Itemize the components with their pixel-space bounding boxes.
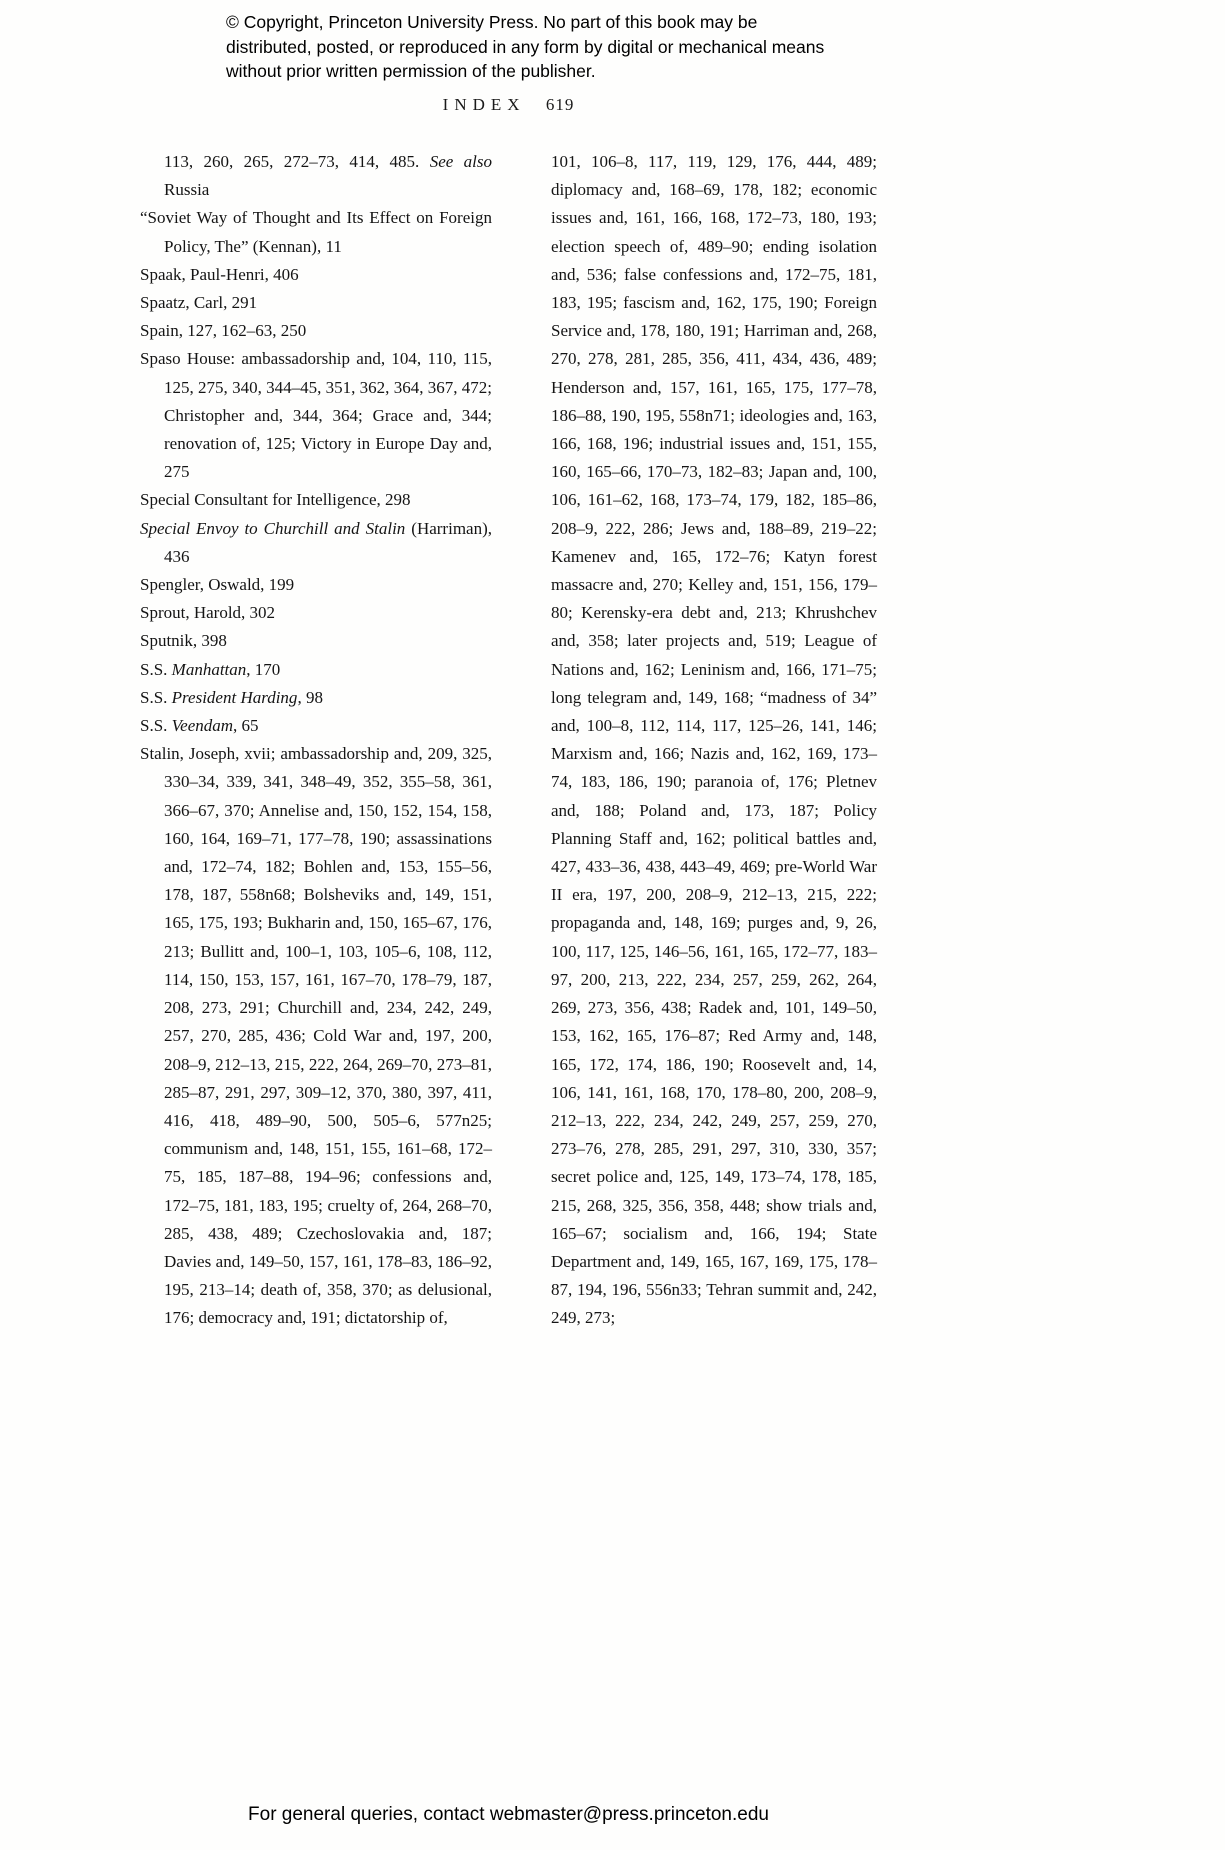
index-columns [140,148,877,1333]
index-entry [140,345,492,486]
entry-segment: , 65 [233,716,259,736]
contact-email-link[interactable]: webmaster@press.princeton.edu [489,1804,769,1825]
entry-segment: Sputnik, 398 [140,631,227,651]
entry-segment: S.S. [140,716,172,736]
entry-segment: Spain, 127, 162–63, 250 [140,321,307,341]
entry-segment: Spaak, Paul-Henri, 406 [140,264,299,284]
index-entry [140,627,492,655]
entry-segment: , 98 [297,687,323,707]
entry-segment: (Harriman), 436 [164,518,492,566]
index-entry [140,317,492,345]
index-entry [140,740,492,1332]
entry-segment: Spengler, Oswald, 199 [140,575,295,595]
index-column-right [551,148,877,1333]
page-number: 619 [545,95,575,114]
footer [140,1804,877,1826]
index-entry [551,148,877,1333]
index-column-left [140,148,492,1333]
index-heading: INDEX [442,95,526,114]
copyright-notice: © Copyright, Princeton University Press. No part of this book may be distributed, posted, or reproduced in any form by digital or mechanical means without prior written permission of the publisher. [226,12,825,81]
index-entry [140,599,492,627]
entry-segment: S.S. [140,687,172,707]
entry-segment: , 170 [246,659,281,679]
entry-segment: Special Envoy to Churchill and Stalin [140,518,406,538]
entry-segment: Sprout, Harold, 302 [140,603,276,623]
index-entry [140,289,492,317]
entry-segment: President Harding [171,687,298,707]
index-entry [140,656,492,684]
index-entry [140,148,492,204]
entry-segment: 113, 260, 265, 272–73, 414, 485. [164,152,430,171]
index-entry [140,684,492,712]
entry-segment: Veendam [171,716,234,736]
entry-segment: 101, 106–8, 117, 119, 129, 176, 444, 489; diplomacy and, 168–69, 178, 182; economic issues and, 161, 166, 168, 172–73, 180, 193; election speech of, 489–90; ending isolation and, 536; false confessions and, 172–75, 181, 183, 195; fascism and, 162, 175, 190; Foreign Service and, 178, 180, 191; Harriman and, 268, 270, 278, 281, 285, 356, 411, 434, 436, 489; Henderson and, 157, 161, 165, 175, 177–78, 186–88, 190, 195, 558n71; ideologies and, 163, 166, 168, 196; industrial issues and, 151, 155, 160, 165–66, 170–73, 182–83; Japan and, 100, 106, 161–62, 168, 173–74, 179, 182, 185–86, 208–9, 222, 286; Jews and, 188–89, 219–22; Kamenev and, 165, 172–76; Katyn forest massacre and, 270; Kelley and, 151, 156, 179–80; Kerensky-era debt and, 213; Khrushchev and, 358; later projects and, 519; League of Nations and, 162; Leninism and, 166, 171–75; long telegram and, 149, 168; “madness of 34” and, 100–8, 112, 114, 117, 125–26, 141, 146; Marxism and, 166; Nazis and, 162, 169, 173–74, 183, 186, 190; paranoia of, 176; Pletnev and, 188; Poland and, 173, 187; Policy Planning Staff and, 162; political battles and, 427, 433–36, 438, 443–49, 469; pre-World War II era, 197, 200, 208–9, 212–13, 215, 222; propaganda and, 148, 169; purges and, 9, 26, 100, 117, 125, 146–56, 161, 165, 172–77, 183–97, 200, 213, 222, 234, 257, 259, 262, 264, 269, 273, 356, 438; Radek and, 101, 149–50, 153, 162, 165, 176–87; Red Army and, 148, 165, 172, 174, 186, 190; Roosevelt and, 14, 106, 141, 161, 168, 170, 178–80, 200, 208–9, 212–13, 222, 234, 242, 249, 257, 259, 270, 273–76, 278, 285, 291, 297, 310, 330, 357; secret police and, 125, 149, 173–74, 178, 185, 215, 268, 325, 356, 358, 448; show trials and, 165–67; socialism and, 166, 194; State Department and, 149, 165, 167, 169, 175, 178–87, 194, 196, 556n33; Tehran summit and, 242, 249, 273; [551,152,877,1328]
entry-segment: “Soviet Way of Thought and Its Effect on Foreign Policy, The” (Kennan), 11 [140,208,492,256]
entry-segment: Spaso House: ambassadorship and, 104, 110, 115, 125, 275, 340, 344–45, 351, 362, 364, 367, 472; Christopher and, 344, 364; Grace and, 344; renovation of, 125; Victory in Europe Day and, 275 [140,349,492,482]
entry-segment: See also [429,152,493,171]
index-entry [140,515,492,571]
entry-segment: S.S. [140,659,172,679]
index-entry [140,261,492,289]
entry-segment: Russia [164,180,210,200]
index-entry [140,712,492,740]
entry-segment: Special Consultant for Intelligence, 298 [140,490,411,510]
index-entry [140,486,492,514]
index-entry [140,571,492,599]
running-head [140,95,877,115]
entry-segment: Spaatz, Carl, 291 [140,293,258,313]
footer-text: For general queries, contact [248,1804,490,1825]
index-entry [140,204,492,260]
entry-segment: Stalin, Joseph, xvii; ambassadorship and, 209, 325, 330–34, 339, 341, 348–49, 352, 355–58, 361, 366–67, 370; Annelise and, 150, 152, 154, 158, 160, 164, 169–71, 177–78, 190; assassinations and, 172–74, 182; Bohlen and, 153, 155–56, 178, 187, 558n68; Bolsheviks and, 149, 151, 165, 175, 193; Bukharin and, 150, 165–67, 176, 213; Bullitt and, 100–1, 103, 105–6, 108, 112, 114, 150, 153, 157, 161, 167–70, 178–79, 187, 208, 273, 291; Churchill and, 234, 242, 249, 257, 270, 285, 436; Cold War and, 197, 200, 208–9, 212–13, 215, 222, 264, 269–70, 273–81, 285–87, 291, 297, 309–12, 370, 380, 397, 411, 416, 418, 489–90, 500, 505–6, 577n25; communism and, 148, 151, 155, 161–68, 172–75, 185, 187–88, 194–96; confessions and, 172–75, 181, 183, 195; cruelty of, 264, 268–70, 285, 438, 489; Czechoslovakia and, 187; Davies and, 149–50, 157, 161, 178–83, 186–92, 195, 213–14; death of, 358, 370; as delusional, 176; democracy and, 191; dictatorship of, [140,744,492,1328]
entry-segment: Manhattan [171,659,247,679]
